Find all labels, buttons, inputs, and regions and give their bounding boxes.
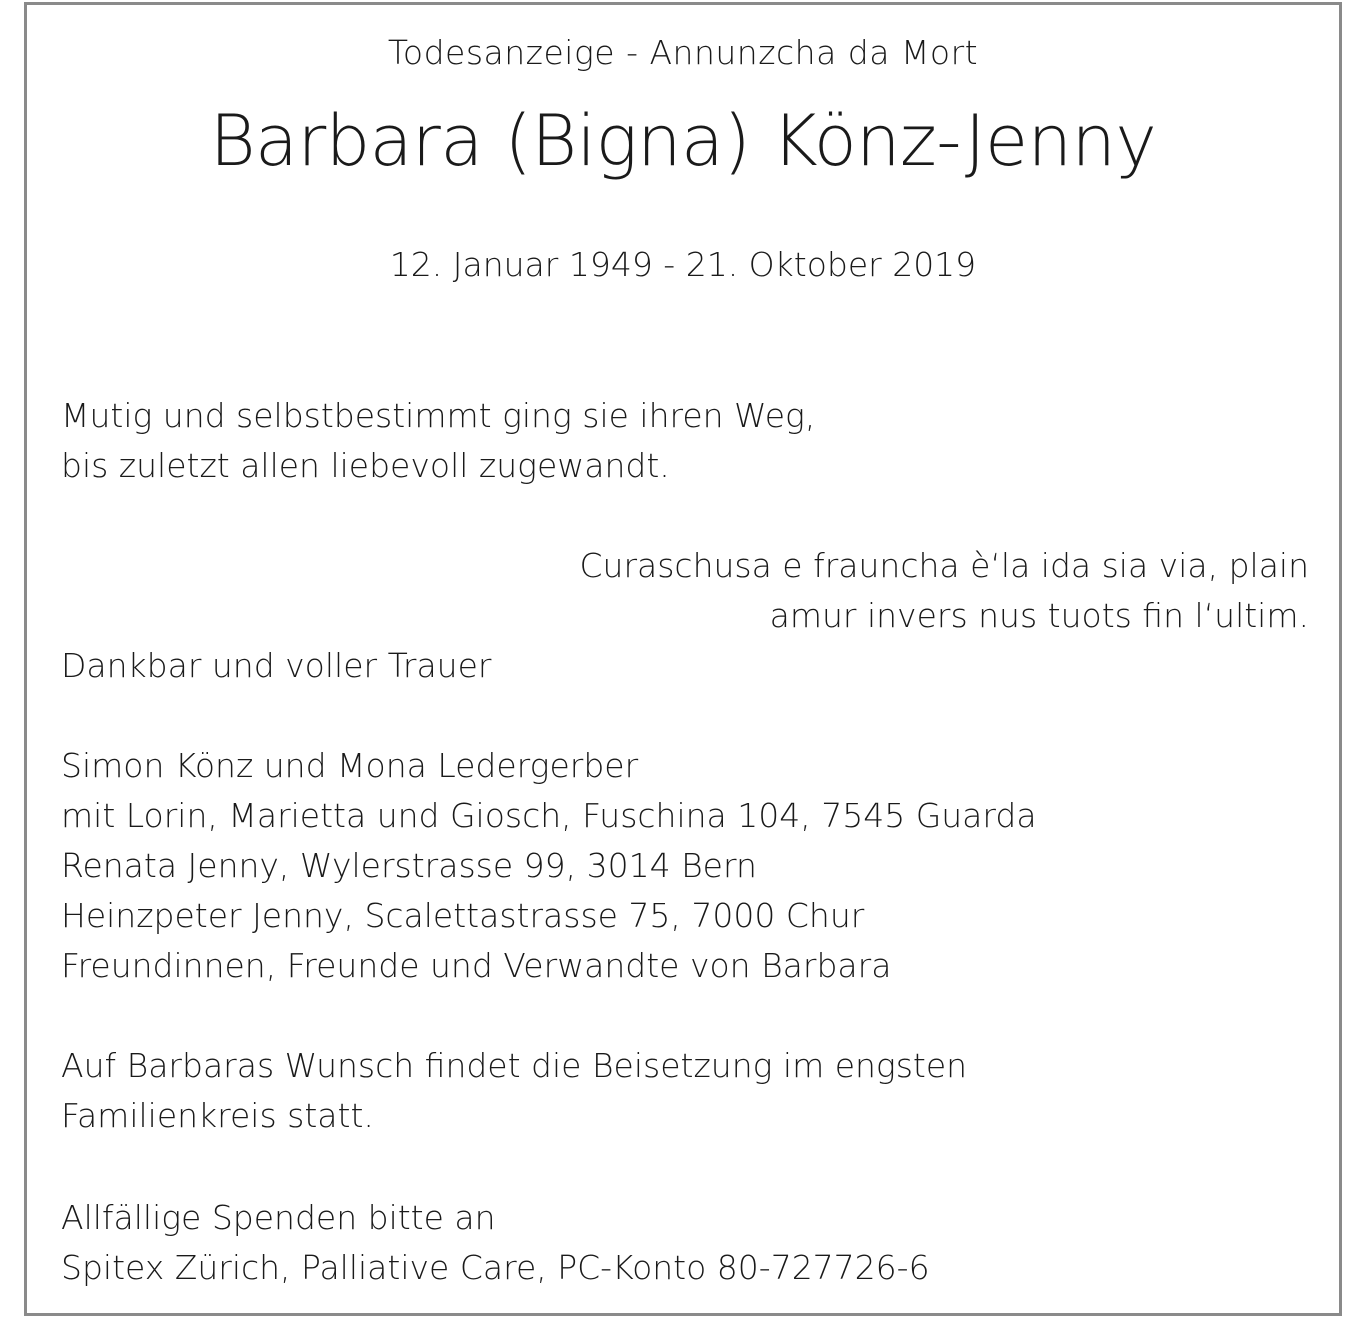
funeral-note-line: Familienkreis statt. (61, 1096, 374, 1135)
closing-phrase (61, 641, 491, 691)
funeral-note-line: Auf Barbaras Wunsch findet die Beisetzung im engsten (61, 1046, 968, 1085)
deceased-name: Barbara (Bigna) Könz-Jenny (209, 100, 1157, 182)
mourner-line: mit Lorin, Marietta und Giosch, Fuschina 104, 7545 Guarda (61, 796, 1037, 835)
obituary-frame (24, 2, 1342, 1316)
notice-subtitle: Todesanzeige - Annunzcha da Mort (387, 33, 979, 72)
motto-german-line: bis zuletzt allen liebevoll zugewandt. (61, 446, 670, 485)
motto-german (61, 391, 815, 491)
motto-german-line: Mutig und selbstbestimmt ging sie ihren Weg, (61, 396, 816, 435)
mourner-line: Renata Jenny, Wylerstrasse 99, 3014 Bern (61, 846, 757, 885)
mourner-line: Freundinnen, Freunde und Verwandte von Barbara (61, 946, 892, 985)
life-dates: 12. Januar 1949 - 21. Oktober 2019 (389, 245, 977, 284)
mourner-line: Heinzpeter Jenny, Scalettastrasse 75, 7000 Chur (61, 896, 865, 935)
motto-romansh-line: Curaschusa e frauncha è‘la ida sia via, plain (579, 546, 1309, 585)
motto-romansh (579, 541, 1309, 641)
donations-line: Spitex Zürich, Palliative Care, PC-Konto 80-727726-6 (61, 1248, 930, 1287)
mourners-list (61, 741, 1037, 991)
mourner-line: Simon Könz und Mona Ledergerber (61, 746, 639, 785)
motto-romansh-line: amur invers nus tuots fin l‘ultim. (769, 596, 1309, 635)
donations-note (61, 1193, 930, 1293)
funeral-note (61, 1041, 967, 1141)
closing-phrase-text: Dankbar und voller Trauer (61, 646, 492, 685)
donations-line: Allfällige Spenden bitte an (61, 1198, 496, 1237)
